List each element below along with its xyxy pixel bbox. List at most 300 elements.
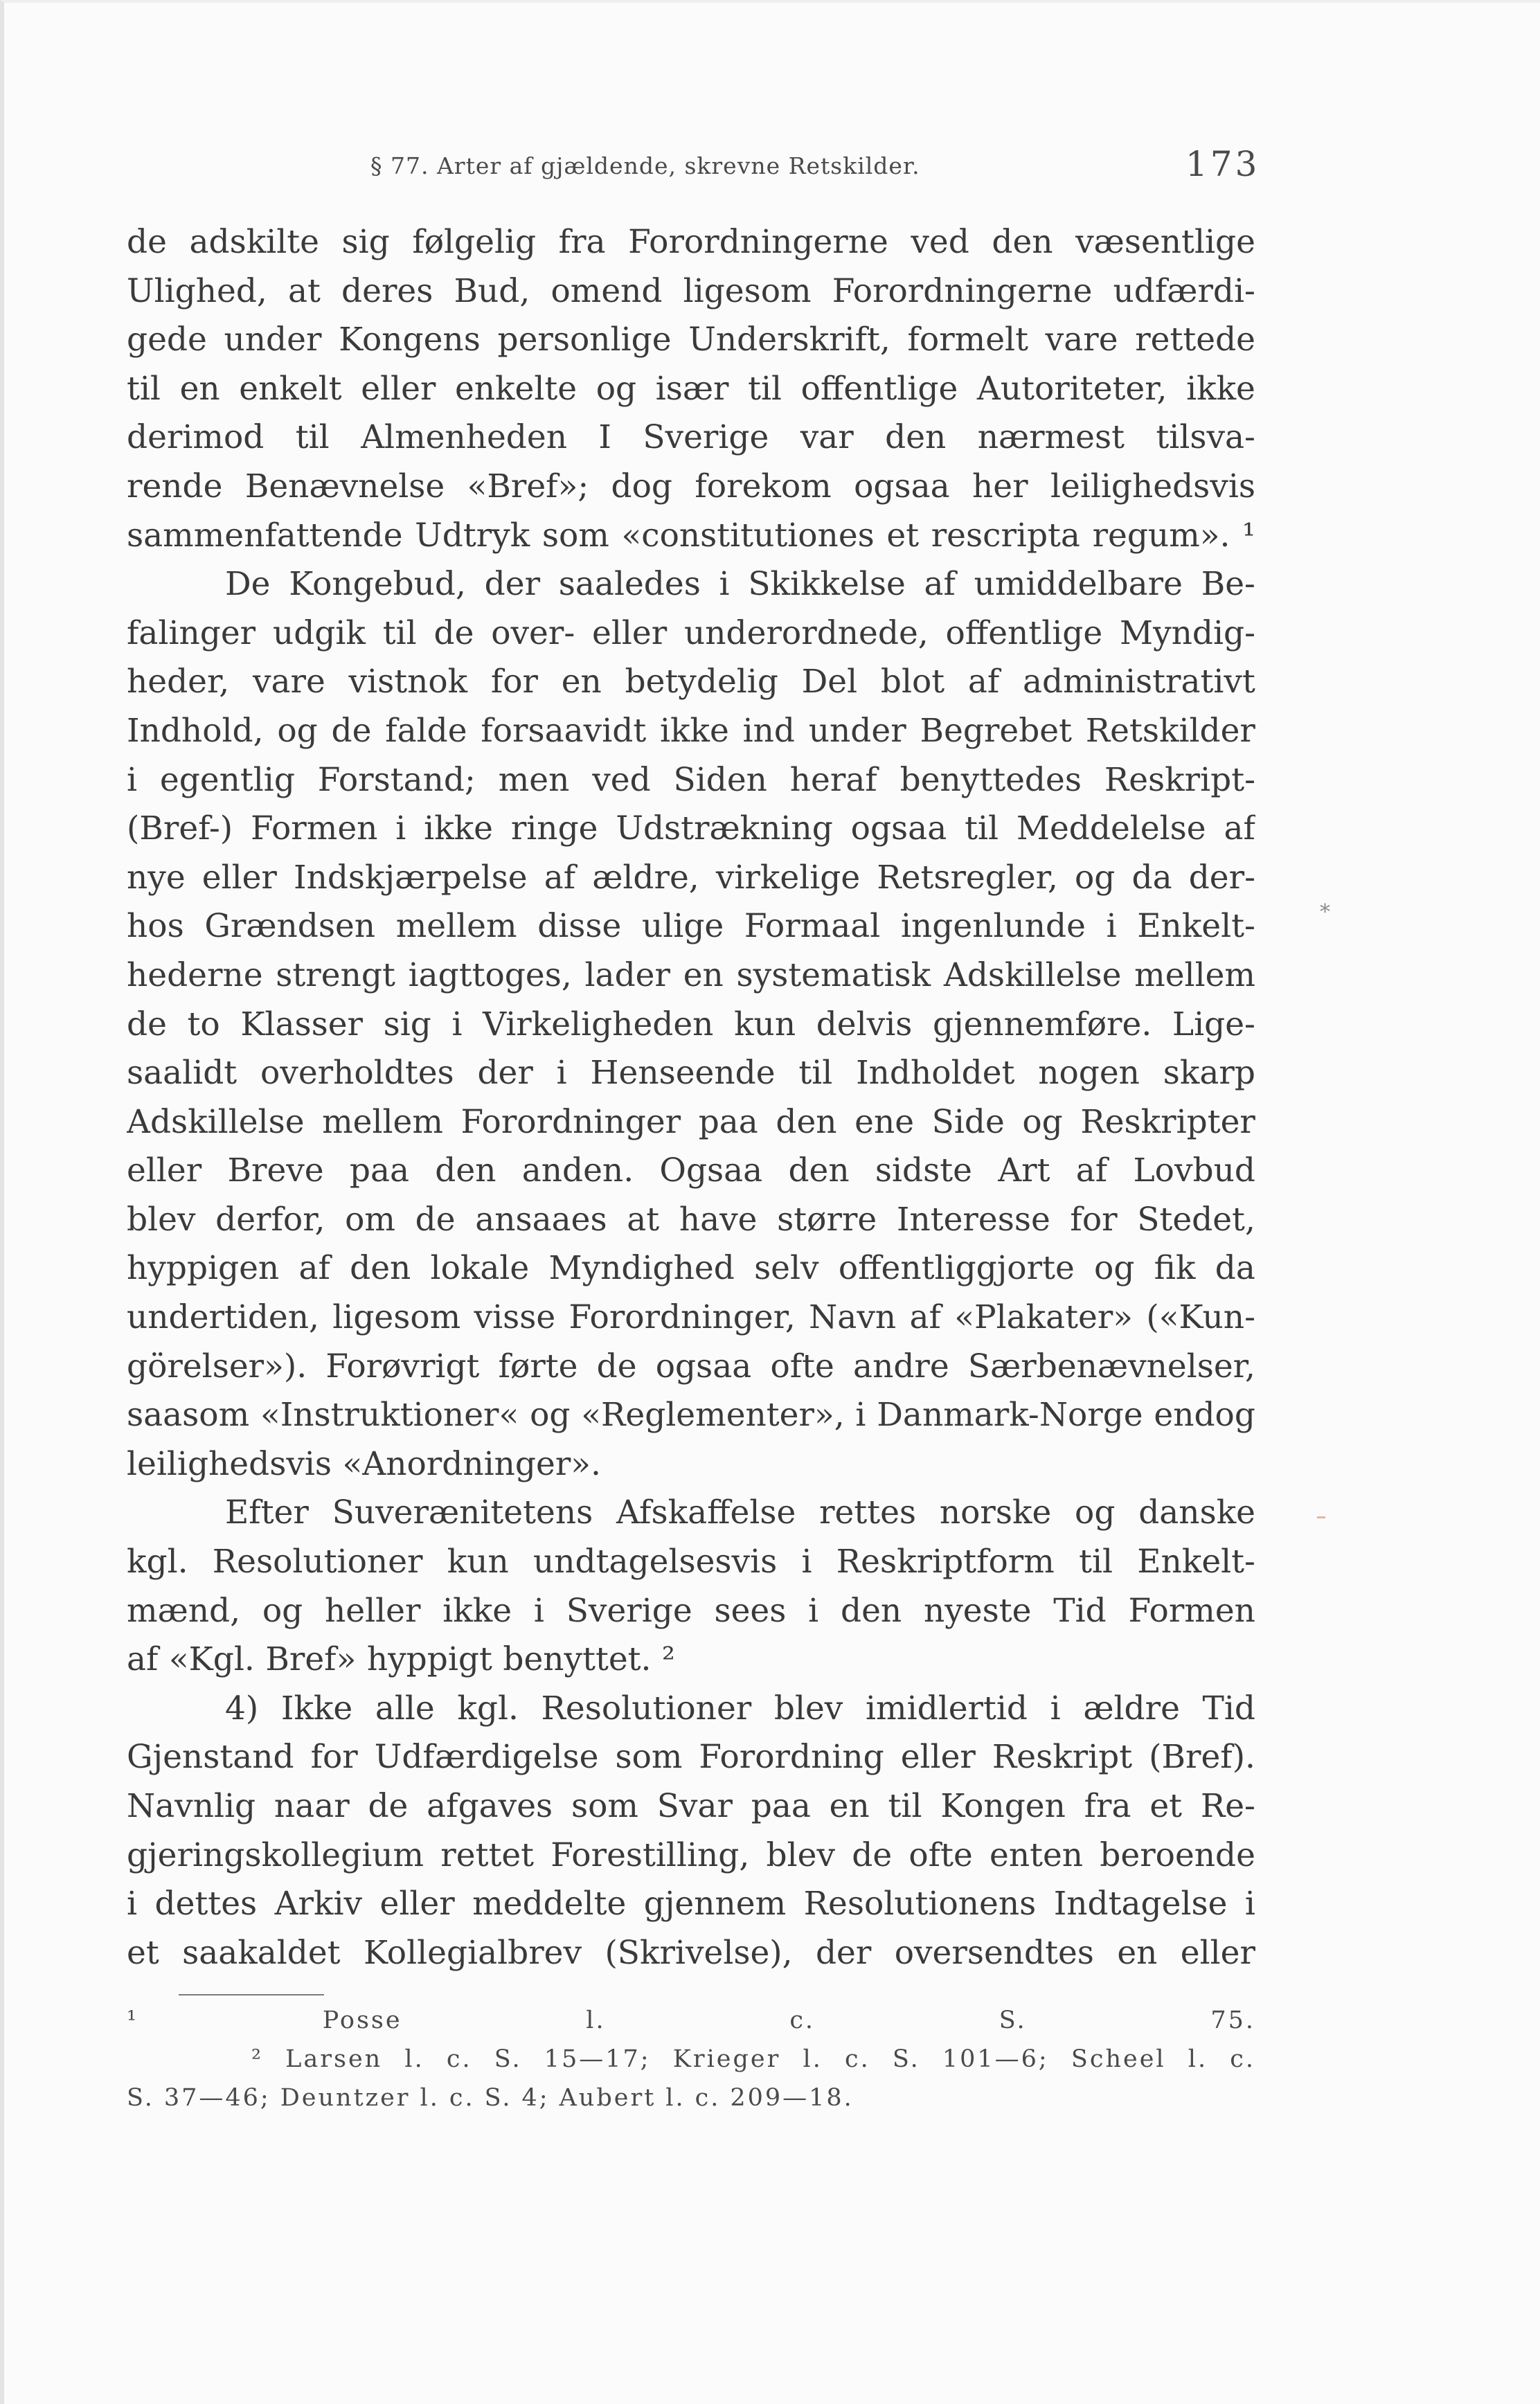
text-line [127,272,1255,321]
word: ikke [424,809,493,848]
word: under [808,711,906,750]
word: dog [611,467,673,505]
word: et [886,516,920,555]
word: Forordninger, [568,1298,796,1337]
word: Autoriteter, [976,369,1167,408]
word: offentliggjorte [838,1249,1075,1288]
word: kgl. [457,1689,519,1728]
word: om [345,1200,395,1239]
word: en [829,1787,870,1825]
word: den [776,1102,837,1141]
word: Meddelelse [1016,809,1206,848]
text-line [127,223,1255,272]
word: meddelte [472,1885,627,1923]
word: den [350,1249,411,1288]
word: af [924,565,956,604]
text-line [127,1298,1255,1347]
word: i [801,1543,812,1581]
word: undtagelsesvis [533,1543,778,1581]
word: Forordninger [460,1102,681,1141]
word: «Anordninger». [342,1444,601,1483]
word: af [1224,809,1255,848]
word: saalidt [127,1054,238,1093]
word: c. [449,2084,475,2112]
word: andre [853,1347,949,1385]
word: førte [498,1347,578,1385]
word: anden. [521,1151,634,1190]
word: mænd, [127,1591,241,1630]
word: Sverige [643,418,769,457]
word: kgl. [127,1543,188,1581]
word: Forøvrigt [325,1347,480,1385]
word: blot [880,663,945,701]
word: fra [1084,1787,1131,1825]
word: Grændsen [204,907,376,946]
word: Indtagelse [1053,1885,1228,1923]
word: i [533,1591,544,1630]
word: eller [361,369,436,408]
footnote-rule [179,1994,324,1995]
word: Resolutionens [803,1885,1037,1923]
word: eller [127,1151,202,1190]
word: i [395,809,406,848]
word: umiddelbare [974,565,1183,604]
word: under [224,321,322,359]
text-line [127,418,1255,467]
word: Ulighed, [127,271,267,310]
word: til [1079,1543,1113,1581]
word: enkelt [239,369,342,408]
text-line [127,663,1255,712]
word: Resolutioner [541,1689,752,1728]
word: Forstand; [317,760,476,799]
text-line [127,1934,1255,1983]
word: sidste [875,1151,972,1190]
word: ældre, [592,858,699,897]
word: Skikkelse [748,565,906,604]
text-line [127,1592,1255,1641]
word: en [561,663,602,701]
word: ansaaes [475,1200,607,1239]
word: ældre [1083,1689,1180,1728]
footnote-line [127,2084,1255,2123]
word: ikke [660,711,729,750]
word: Deuntzer [280,2084,411,2112]
word: ² [662,1640,675,1679]
word: hederne [127,956,263,994]
word: som [541,516,609,555]
word: heraf [789,760,877,799]
word: görelser»). [127,1347,307,1385]
text-line [127,809,1255,859]
word: Særbenævnelser, [967,1347,1255,1385]
body-text [127,223,1255,1982]
word: Benævnelse [244,467,445,505]
word: for [1070,1200,1118,1239]
word: lader [584,956,670,994]
word: rettes [819,1493,917,1532]
word: af [127,1640,159,1679]
word: en [683,956,724,994]
word: afgaves [427,1787,553,1825]
word: overholdtes [260,1054,454,1093]
word: den [885,418,947,457]
word: to [187,1005,220,1043]
word: egentlig [159,760,295,799]
word: og [1075,1493,1116,1532]
word: var [800,418,854,457]
word: S. [484,2084,512,2112]
word: eller [900,1738,976,1777]
word: da [1131,858,1172,897]
word: naar [274,1787,350,1825]
word: Forestilling, [550,1836,750,1874]
word: enten [990,1836,1084,1874]
word: i [855,1396,866,1435]
word: ligesom [683,271,812,310]
word: administrativt [1023,663,1255,701]
word: endog [1154,1396,1255,1435]
footnote-line [127,2045,1255,2084]
word: hos [127,907,184,946]
text-line [127,1493,1255,1543]
word: underordnede, [684,613,929,652]
text-line [127,1885,1255,1934]
word: ikke [442,1591,512,1630]
word: Be- [1201,565,1255,604]
word: ind [742,711,795,750]
word: leilighedsvis [127,1444,332,1483]
word: af [298,1249,330,1288]
word: og [262,1591,303,1630]
word: «Kgl. [168,1640,255,1679]
word: Reskripter [1080,1102,1255,1141]
word: Reskriptform [836,1543,1055,1581]
word: udfærdi- [1113,271,1255,310]
word: Adskillelse [127,1102,305,1141]
word: Krieger [672,2045,781,2073]
word: falinger [127,613,256,652]
footnote-line [127,2007,1255,2045]
word: Breve [227,1151,324,1190]
word: c. [695,2084,721,2112]
word: Lovbud [1133,1151,1255,1190]
word: nogen [1038,1054,1140,1093]
text-line [127,565,1255,614]
word: vare [1045,321,1118,359]
word: her [972,467,1028,505]
text-line [127,1005,1255,1055]
word: 4; [521,2084,550,2112]
word: fra [558,223,606,261]
text-line [127,1787,1255,1836]
word: Udtryk [415,516,530,555]
word: ved [592,760,651,799]
text-line [127,859,1255,908]
word: Tid [1053,1591,1107,1630]
word: Arkiv [274,1885,363,1923]
word: hyppigt [366,1640,492,1679]
word: især [655,369,729,408]
word: for [490,663,539,701]
word: ligesom [332,1298,461,1337]
word: til [965,809,999,848]
word: i [1050,1689,1061,1728]
word: Danmark-Norge [877,1396,1143,1435]
word: rettede [1135,321,1255,359]
word: Enkelt- [1137,907,1255,946]
word: Indhold, [127,711,264,750]
word: til [798,1054,833,1093]
word: i [451,1005,463,1043]
word: formelt [907,321,1028,359]
word: c. [1230,2045,1255,2073]
word: af [967,663,1000,701]
text-line [127,1396,1255,1445]
word: i [556,1054,567,1093]
word: I [598,418,611,457]
print-speck: * [1320,900,1330,924]
text-line [127,370,1255,419]
word: Stedet, [1137,1200,1255,1239]
word: paa [751,1787,811,1825]
word: Retskilder [1085,711,1255,750]
word: der- [1188,858,1255,897]
word: S. [892,2045,920,2073]
word: og [596,369,637,408]
word: 4) [225,1689,259,1728]
word: «Reglementer», [581,1396,845,1435]
word: ingenlunde [900,907,1086,946]
word: i [719,565,730,604]
word: benyttedes [899,760,1082,799]
word: større [777,1200,877,1239]
word: ikke [1186,369,1255,408]
word: Henseende [590,1054,776,1093]
word: i [1106,907,1117,946]
word: («Kun- [1146,1298,1255,1337]
word: ogsaa [655,1347,752,1385]
word: tilsva- [1156,418,1255,457]
word: disse [537,907,622,946]
word: af [544,858,576,897]
text-line [127,761,1255,810]
word: nærmest [977,418,1125,457]
word: Indholdet [856,1054,1015,1093]
word: et [1149,1787,1183,1825]
word: Interesse [896,1200,1050,1239]
word: Underskrift, [688,321,890,359]
word: udgik [272,613,366,652]
word: af [1075,1151,1108,1190]
word: Side [931,1102,1005,1141]
word: og [1075,858,1116,897]
word: som [615,1738,683,1777]
word: omend [550,271,663,310]
word: Formen [250,809,378,848]
text-line [127,467,1255,517]
word: Formen [1128,1591,1255,1630]
word: den [841,1591,902,1630]
word: Bud, [454,271,530,310]
word: oversendtes [894,1933,1094,1972]
word: paa [349,1151,410,1190]
word: ved [911,223,969,261]
word: der [484,565,541,604]
word: beroende [1100,1836,1255,1874]
word: visse [474,1298,556,1337]
word: Udfærdigelse [374,1738,599,1777]
word: de [127,1005,167,1043]
word: de [368,1787,409,1825]
word: rende [127,467,223,505]
word: «Instruktioner« [260,1396,519,1435]
text-line [127,1689,1255,1739]
word: De [225,565,271,604]
word: som [571,1787,638,1825]
word: Efter [225,1493,309,1532]
word: Ogsaa [659,1151,763,1190]
word: de [433,613,474,652]
word: i [127,1885,138,1923]
word: forekom [695,467,832,505]
word: da [1215,1249,1255,1288]
word: den [788,1151,850,1190]
word: Forordningerne [832,271,1093,310]
word: vare [252,663,325,701]
word: i [1244,1885,1255,1923]
word: Klasser [240,1005,363,1043]
word: l. [586,2007,606,2034]
word: Udstrækning [616,809,833,848]
word: derfor, [215,1200,325,1239]
word: have [679,1200,758,1239]
word: ¹ [127,2007,139,2034]
word: ofte [908,1836,973,1874]
word: der [477,1054,533,1093]
word: i [808,1591,819,1630]
page-number: 173 [1185,144,1260,184]
word: personlige [497,321,672,359]
word: vistnok [348,663,468,701]
margin-mark [1317,1516,1325,1518]
word: Formaal [744,907,881,946]
word: men [498,760,570,799]
word: l. [803,2045,823,2073]
word: gjennem [643,1885,787,1923]
word: 75. [1210,2007,1255,2034]
word: blev [766,1836,836,1874]
word: til [382,613,417,652]
word: benyttet. [503,1640,652,1679]
word: offentlige [800,369,958,408]
word: gjennemføre. [932,1005,1152,1043]
word: en [179,369,220,408]
word: Almenheden [361,418,567,457]
word: sig [341,223,390,261]
word: Gjenstand [127,1738,294,1777]
word: gjeringskollegium [127,1836,424,1874]
word: Larsen [285,2045,383,2073]
word: for [310,1738,358,1777]
word: Reskript- [1104,760,1255,799]
word: Kongen [940,1787,1066,1825]
text-line [127,1201,1255,1250]
word: de [596,1347,637,1385]
word: sig [383,1005,431,1043]
word: ogsaa [854,467,950,505]
word: enkelte [454,369,578,408]
word: 15—17; [544,2045,651,2073]
word: c. [446,2045,472,2073]
word: paa [698,1102,758,1141]
word: Myndig- [1119,613,1255,652]
word: fik [1154,1249,1196,1288]
word: at [288,271,321,310]
word: Suverænitetens [332,1493,593,1532]
word: Siden [673,760,767,799]
word: betydelig [625,663,778,701]
word: at [627,1200,660,1239]
word: til [748,369,782,408]
word: heder, [127,663,230,701]
word: (Bref-) [127,809,233,848]
word: Adskillelse [943,956,1122,994]
word: deres [341,271,433,310]
word: Enkelt- [1137,1543,1255,1581]
word: alle [375,1689,435,1728]
word: c. [789,2007,816,2034]
word: og [1022,1102,1063,1141]
word: Del [801,663,858,701]
word: iagttoges, [408,956,572,994]
text-line [127,517,1255,566]
word: til [295,418,330,457]
word: Myndighed [548,1249,735,1288]
text-line [127,1445,1255,1494]
word: følgelig [412,223,537,261]
footnotes [127,2007,1255,2123]
word: Lige- [1172,1005,1255,1043]
text-line [127,1249,1255,1298]
word: ² [251,2045,264,2073]
word: mellem [395,907,517,946]
word: mellem [322,1102,443,1141]
word: ¹ [1242,516,1255,555]
word: ulige [642,907,724,946]
word: regum». [1092,516,1230,555]
word: ene [854,1102,915,1141]
word: og [1094,1249,1135,1288]
word: de [415,1200,456,1239]
text-line [127,1836,1255,1885]
word: (Bref). [1149,1738,1255,1777]
word: Scheel [1071,2045,1166,2073]
word: de [852,1836,893,1874]
word: (Skrivelse), [605,1933,793,1972]
word: skarp [1163,1054,1255,1093]
word: et [127,1933,159,1972]
word: 209—18. [730,2084,854,2112]
word: danske [1138,1493,1255,1532]
word: og [277,711,318,750]
word: c. [844,2045,870,2073]
word: og [530,1396,571,1435]
text-line [127,1347,1255,1397]
word: selv [754,1249,819,1288]
word: systematisk [736,956,931,994]
text-line [127,1738,1255,1787]
